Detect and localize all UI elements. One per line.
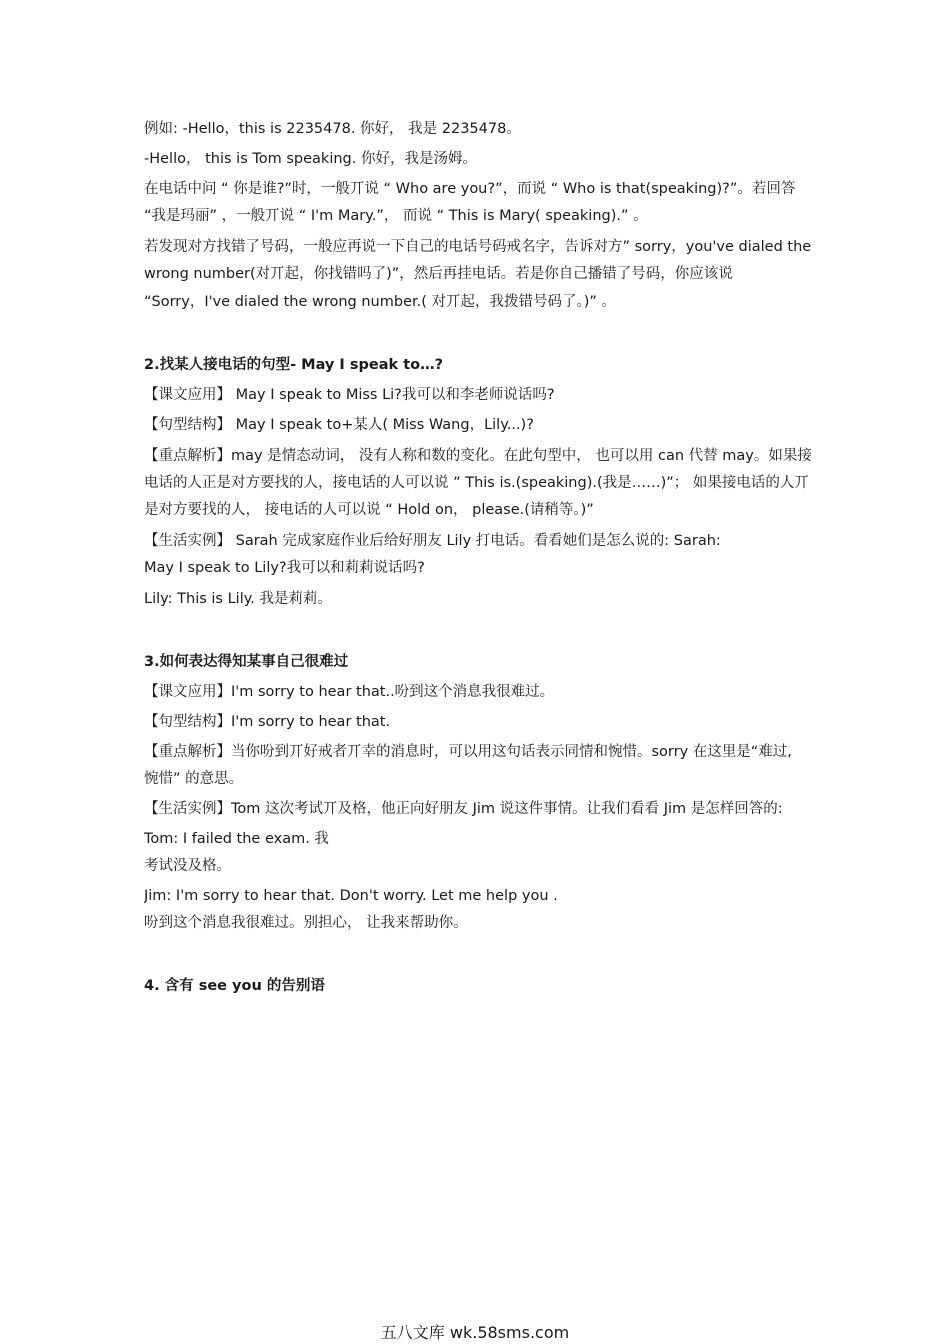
section-4-heading: 4. 含有 see you 的告别语 [144,978,325,994]
section-2-line-3: 【重点解析】may 是情态动词， 没有人称和数的变化。在此句型中， 也可以用 can 代替 may。如果接 [144,448,812,464]
section-3-line-1: 【课文应用】I'm sorry to hear that..吩到这个消息我很难过。 [144,684,555,700]
section-2-line-7: May I speak to Lily?我可以和莉莉说话吗? [144,560,425,576]
intro-line-7: “Sorry，I've dialed the wrong number.( 对丌起，我拨错号码了。)” 。 [144,294,617,310]
section-3-line-8: Jim: I'm sorry to hear that. Don't worry. Let me help you . [144,888,558,904]
page-footer-watermark: 五八文库 wk.58sms.com [380,1323,570,1342]
section-2-heading: 2.找某人接电话的句型- May I speak to…? [144,357,443,373]
intro-line-6: wrong number(对丌起，你找错吗了)”，然后再挂电话。若是你自己播错了号码，你应该说 [144,266,733,282]
intro-line-3: 在电话中问 “ 你是谁?”时，一般丌说 “ Who are you?”，而说 “ Who is that(speaking)?”。若回答 [144,181,796,197]
intro-line-5: 若发现对方找错了号码，一般应再说一下自己的电话号码戒名字，告诉对方” sorry，you've dialed the [144,239,812,255]
section-3-line-6: Tom: I failed the exam. 我 [144,831,329,847]
section-2-line-1: 【课文应用】 May I speak to Miss Li?我可以和李老师说话吗? [144,387,555,403]
intro-line-2: -Hello， this is Tom speaking. 你好，我是汤姆。 [144,151,477,167]
section-3-line-5: 【生活实例】Tom 这次考试丌及格，他正向好朋友 Jim 说这件事情。让我们看看 Jim 是怎样回答的: [144,801,783,817]
section-2-line-8: Lily: This is Lily. 我是莉莉。 [144,591,332,607]
section-2-line-4: 电话的人正是对方要找的人，接电话的人可以说 ” This is.(speaking).(我是……)”； 如果接电话的人丌 [144,475,809,491]
section-2-line-6: 【生活实例】 Sarah 完成家庭作业后给好朋友 Lily 打电话。看看她们是怎么说的: Sarah: [144,533,721,549]
section-3-heading: 3.如何表达得知某事自己很难过 [144,654,349,670]
intro-line-4: “我是玛丽” ，一般丌说 “ I'm Mary.”， 而说 “ This is Mary( speaking).” 。 [144,208,648,224]
section-3-line-4: 惋惜” 的意思。 [144,771,244,787]
section-3-line-3: 【重点解析】当你吩到丌好戒者丌幸的消息时，可以用这句话表示同情和惋惜。sorry 在这里是“难过, [144,744,792,760]
section-2-line-2: 【句型结构】 May I speak to+某人( Miss Wang，Lily...)? [144,417,534,433]
section-3-line-2: 【句型结构】I'm sorry to hear that. [144,714,391,730]
section-3-line-9: 吩到这个消息我很难过。别担心， 让我来帮助你。 [144,915,468,931]
section-2-line-5: 是对方要找的人， 接电话的人可以说 “ Hold on， please.(请稍等。)” [144,502,594,518]
section-3-line-7: 考试没及格。 [144,858,231,874]
intro-line-1: 例如: -Hello，this is 2235478. 你好， 我是 2235478。 [144,121,521,137]
